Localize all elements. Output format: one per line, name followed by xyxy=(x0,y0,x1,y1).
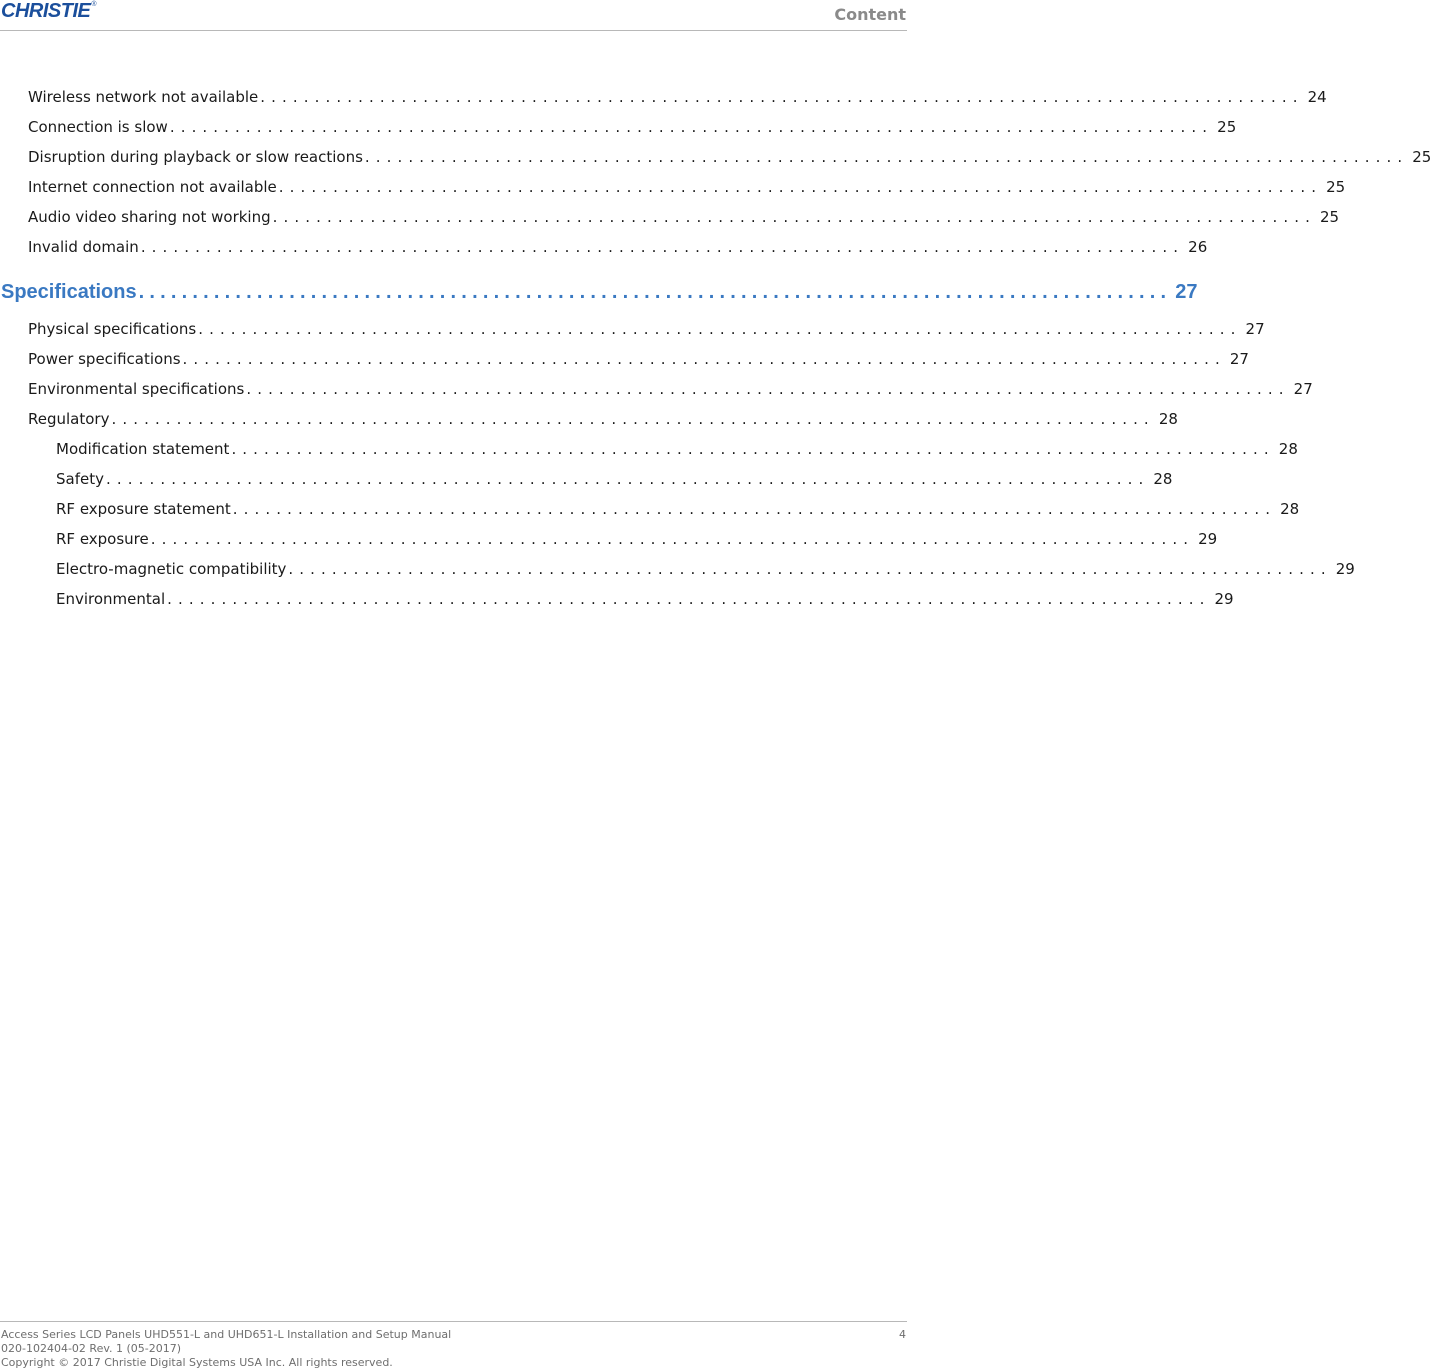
toc-entry[interactable] xyxy=(0,406,1178,436)
toc-dot-leader: ................................................................................................ xyxy=(111,410,1155,428)
table-of-contents xyxy=(0,84,1431,616)
toc-chapter-entry[interactable] xyxy=(0,272,1198,316)
toc-subentry[interactable] xyxy=(0,586,1234,616)
toc-entry[interactable] xyxy=(0,84,1327,114)
toc-entry[interactable] xyxy=(0,174,1346,204)
section-title: Content xyxy=(834,5,906,24)
toc-entry[interactable] xyxy=(0,376,1313,406)
christie-logo xyxy=(1,1,97,21)
toc-subentry-page: 28 xyxy=(1280,500,1300,518)
toc-subentry-page: 28 xyxy=(1153,470,1173,488)
registered-mark: ® xyxy=(91,1,97,8)
toc-subentry-page: 28 xyxy=(1278,440,1298,458)
toc-subentry[interactable] xyxy=(0,436,1298,466)
toc-entry-page: 24 xyxy=(1307,88,1327,106)
toc-subentry[interactable] xyxy=(0,556,1355,586)
page-footer xyxy=(0,1321,907,1370)
footer-revision: 020-102404-02 Rev. 1 (05-2017) xyxy=(1,1342,182,1355)
toc-subentry-page: 29 xyxy=(1335,560,1355,578)
toc-entry[interactable] xyxy=(0,316,1265,346)
toc-entry-page: 28 xyxy=(1158,410,1178,428)
toc-dot-leader: ................................................................................................ xyxy=(232,500,1277,518)
toc-entry-title: Internet connection not available xyxy=(28,178,277,196)
toc-dot-leader: ................................................................................................ xyxy=(182,350,1226,368)
toc-entry-page: 25 xyxy=(1326,178,1346,196)
toc-dot-leader: ................................................................................................ xyxy=(246,380,1290,398)
toc-entry[interactable] xyxy=(0,346,1249,376)
logo-wordmark: CHRISTIE xyxy=(1,0,91,22)
toc-dot-leader: ................................................................................................ xyxy=(278,178,1323,196)
toc-subentry-page: 29 xyxy=(1198,530,1218,548)
toc-entry-title: Connection is slow xyxy=(28,118,168,136)
toc-chapter-page: 27 xyxy=(1175,281,1198,303)
footer-page-number: 4 xyxy=(899,1328,906,1341)
toc-entry[interactable] xyxy=(0,144,1431,174)
toc-entry-page: 25 xyxy=(1412,148,1431,166)
toc-entry-title: Wireless network not available xyxy=(28,88,259,106)
toc-subentry-title: RF exposure xyxy=(56,530,149,548)
toc-entry-title: Regulatory xyxy=(28,410,110,428)
toc-subentry-page: 29 xyxy=(1214,590,1234,608)
toc-subentry[interactable] xyxy=(0,496,1300,526)
toc-dot-leader: ................................................................................................ xyxy=(105,470,1150,488)
toc-entry-title: Power specifications xyxy=(28,350,181,368)
toc-subentry[interactable] xyxy=(0,526,1218,556)
footer-copyright: Copyright © 2017 Christie Digital Systems USA Inc. All rights reserved. xyxy=(1,1356,393,1369)
toc-dot-leader: ................................................................................................ xyxy=(288,560,1332,578)
toc-dot-leader: ................................................................................................ xyxy=(150,530,1195,548)
toc-entry[interactable] xyxy=(0,204,1340,234)
toc-subentry-title: Electro-magnetic compatibility xyxy=(56,560,287,578)
toc-dot-leader: ................................................................................................ xyxy=(364,148,1409,166)
toc-entry-page: 27 xyxy=(1229,350,1249,368)
toc-dot-leader: ................................................................................................ xyxy=(198,320,1242,338)
toc-subentry-title: Safety xyxy=(56,470,104,488)
toc-subentry[interactable] xyxy=(0,466,1173,496)
toc-entry[interactable] xyxy=(0,234,1208,264)
toc-dot-leader: ................................................................................................ xyxy=(167,590,1211,608)
toc-entry-title: Invalid domain xyxy=(28,238,139,256)
toc-entry-title: Audio video sharing not working xyxy=(28,208,271,226)
toc-entry-page: 26 xyxy=(1188,238,1208,256)
toc-entry-page: 27 xyxy=(1245,320,1265,338)
toc-entry-title: Disruption during playback or slow reactions xyxy=(28,148,363,166)
toc-dot-leader: ................................................................................................ xyxy=(272,208,1316,226)
toc-entry[interactable] xyxy=(0,114,1237,144)
toc-entry-page: 25 xyxy=(1217,118,1237,136)
toc-entry-title: Physical specifications xyxy=(28,320,197,338)
toc-subentry-title: Modification statement xyxy=(56,440,230,458)
toc-subentry-title: RF exposure statement xyxy=(56,500,231,518)
toc-entry-page: 27 xyxy=(1293,380,1313,398)
toc-dot-leader: ................................................................................................ xyxy=(231,440,1275,458)
toc-entry-title: Environmental specifications xyxy=(28,380,245,398)
page-header xyxy=(0,0,907,31)
toc-entry-page: 25 xyxy=(1319,208,1340,226)
footer-manual-title: Access Series LCD Panels UHD551-L and UHD651-L Installation and Setup Manual xyxy=(1,1328,452,1341)
toc-dot-leader: ................................................................................................ xyxy=(138,281,1172,303)
toc-dot-leader: ................................................................................................ xyxy=(140,238,1185,256)
toc-chapter-title: Specifications xyxy=(1,281,137,303)
toc-dot-leader: ................................................................................................ xyxy=(169,118,1214,136)
toc-dot-leader: ................................................................................................ xyxy=(260,88,1304,106)
toc-subentry-title: Environmental xyxy=(56,590,166,608)
